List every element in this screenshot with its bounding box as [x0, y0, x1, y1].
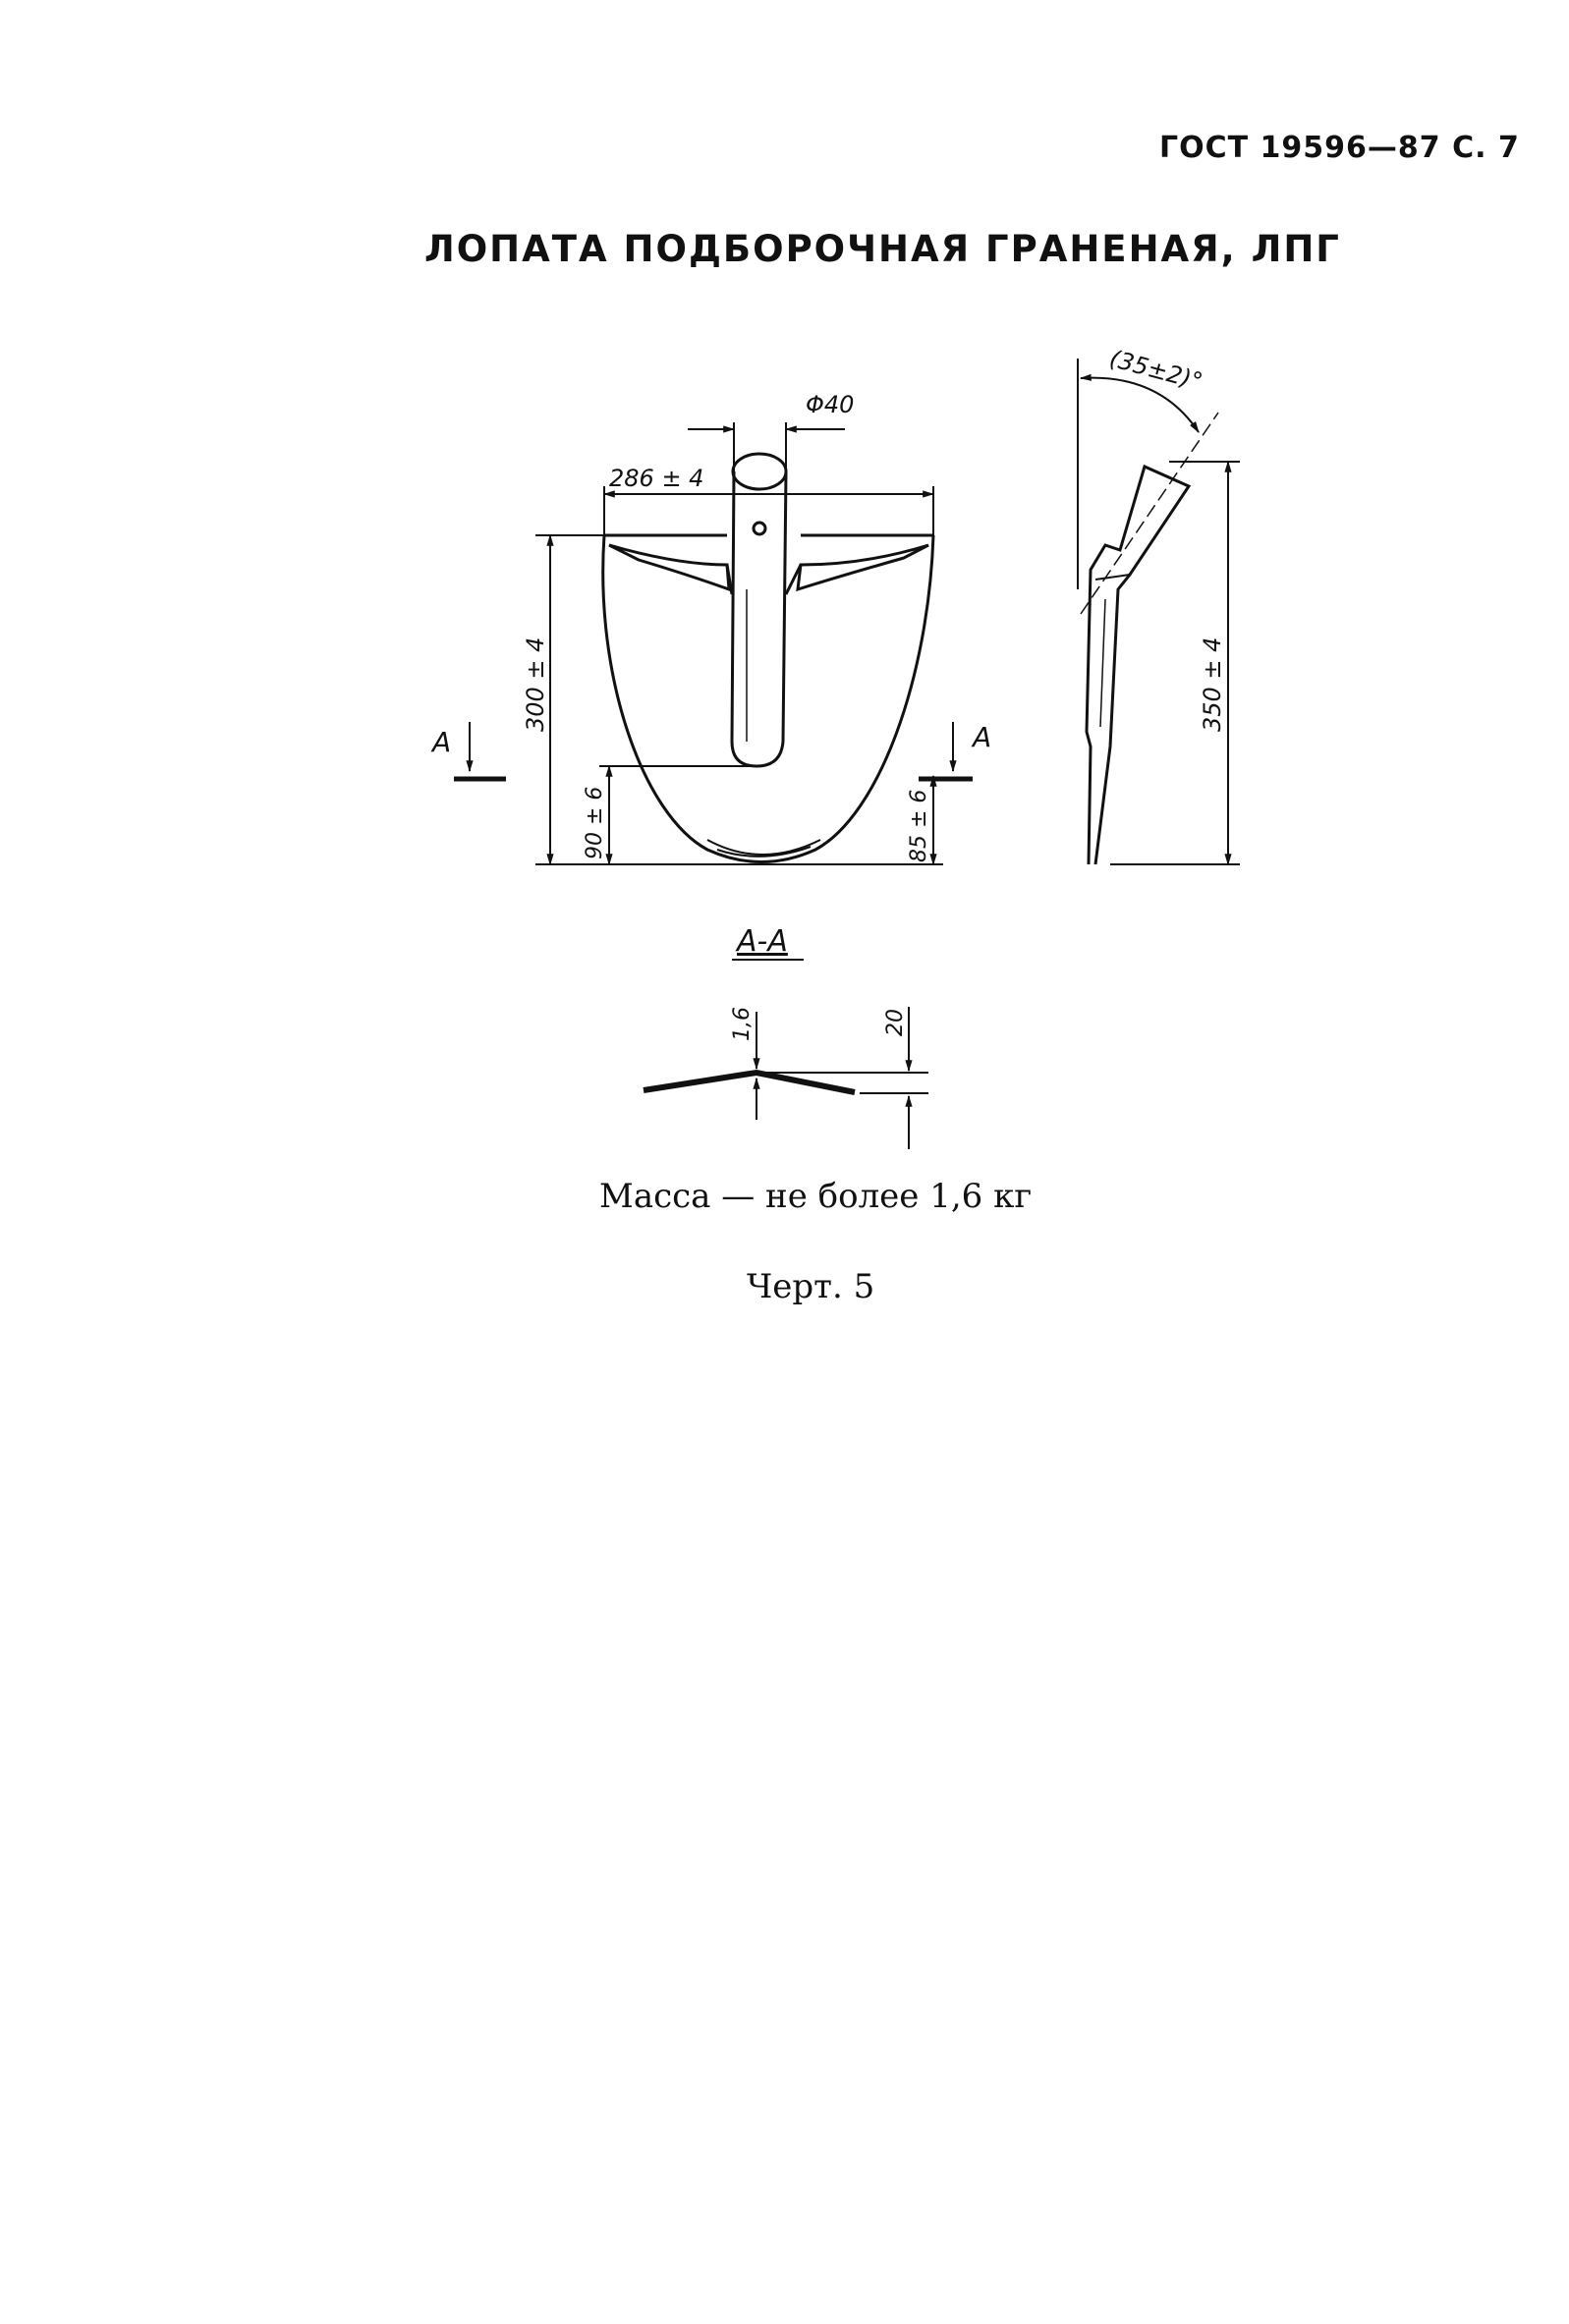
dim-rise: 20 [883, 1009, 908, 1036]
section-profile [644, 1073, 855, 1092]
dim-left-depth: 90 ± 6 [583, 786, 607, 859]
dim-height: 300 ± 4 [522, 636, 549, 732]
rib-right [798, 545, 928, 589]
page-title: ЛОПАТА ПОДБОРОЧНАЯ ГРАНЕНАЯ, ЛПГ [424, 228, 1341, 270]
dim-length: 350 ± 4 [1199, 636, 1226, 732]
dim-angle: (35±2)° [1106, 344, 1206, 396]
dim-diameter: Φ40 [806, 391, 855, 418]
standard-reference: ГОСТ 19596—87 С. 7 [1159, 131, 1520, 165]
front-view [603, 454, 933, 862]
section-mark-right: A [973, 721, 992, 753]
dim-right-depth: 85 ± 6 [907, 789, 931, 862]
socket-shoulders [727, 565, 801, 594]
figure-caption: Черт. 5 [747, 1267, 875, 1306]
socket-opening [733, 454, 786, 489]
section-mark-left: A [432, 726, 452, 758]
side-view [1081, 413, 1218, 864]
rivet-hole [754, 523, 765, 534]
side-dimensions [1078, 359, 1240, 864]
dim-width: 286 ± 4 [609, 465, 704, 492]
blade-outline [603, 535, 933, 862]
dim-thickness: 1,6 [730, 1007, 755, 1041]
socket [732, 471, 786, 766]
section-label: A-A [737, 924, 788, 959]
mass-note: Масса — не более 1,6 кг [599, 1177, 1033, 1216]
side-profile [1087, 467, 1189, 864]
rib-left [609, 545, 729, 589]
